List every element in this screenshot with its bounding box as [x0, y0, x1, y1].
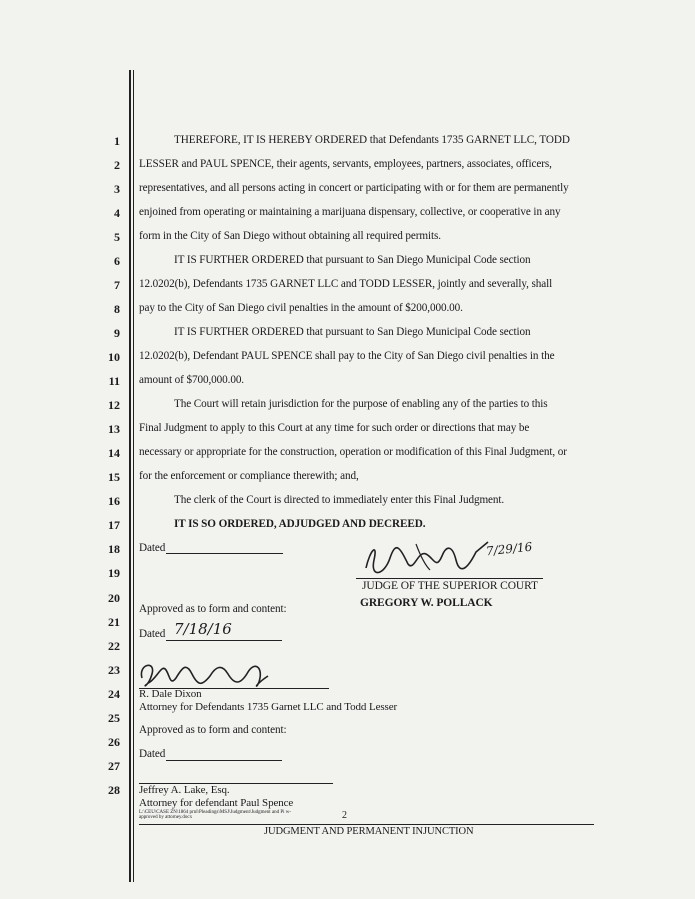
line-number: 9 [114, 326, 120, 340]
left-margin-rule-inner [133, 70, 134, 882]
line-number: 20 [108, 591, 120, 605]
line-number: 2 [114, 158, 120, 172]
line-number: 21 [108, 615, 120, 629]
body-line: amount of $700,000.00. [139, 374, 245, 386]
lake-name: Jeffrey A. Lake, Esq. [139, 784, 230, 796]
line-number: 16 [108, 494, 120, 508]
second-dated-underline [166, 760, 282, 761]
body-line: LESSER and PAUL SPENCE, their agents, servants, employees, partners, associates, officers, [139, 158, 552, 170]
line-number: 15 [108, 470, 120, 484]
footer-rule [139, 824, 594, 825]
body-line: THEREFORE, IT IS HEREBY ORDERED that Defendants 1735 GARNET LLC, TODD [174, 134, 570, 146]
line-number: 27 [108, 759, 120, 773]
judge-signature-line [356, 578, 543, 579]
second-dated-label: Dated [139, 748, 166, 760]
body-line: 12.0202(b), Defendant PAUL SPENCE shall pay to the City of San Diego civil penalties in the [139, 350, 555, 362]
file-path: L:\CEU\CASE ZN\1864 prnl\Pleadings\MSJ\Judgment\Judgment and Pi w- [139, 810, 292, 815]
body-line: The clerk of the Court is directed to immediately enter this Final Judgment. [174, 494, 505, 506]
dixon-signature [136, 656, 286, 690]
second-approved-label: Approved as to form and content: [139, 724, 287, 736]
line-number: 17 [108, 518, 120, 532]
body-line: representatives, and all persons acting in concert or participating with or for them are permanently [139, 182, 569, 194]
line-number: 10 [108, 350, 120, 364]
line-number: 5 [114, 230, 120, 244]
line-number: 18 [108, 542, 120, 556]
line-number: 28 [108, 783, 120, 797]
file-path-2: approved by attorney.docx [139, 815, 193, 820]
line-number: 12 [108, 398, 120, 412]
order-heading: IT IS SO ORDERED, ADJUDGED AND DECREED. [174, 518, 426, 530]
line-number: 22 [108, 639, 120, 653]
dixon-role: Attorney for Defendants 1735 Garnet LLC and Todd Lesser [139, 701, 398, 713]
left-margin-rule [129, 70, 131, 882]
body-line: 12.0202(b), Defendants 1735 GARNET LLC and TODD LESSER, jointly and severally, shall [139, 278, 553, 290]
judge-title: JUDGE OF THE SUPERIOR COURT [362, 580, 538, 592]
body-line: Final Judgment to apply to this Court at any time for such order or directions that may be [139, 422, 530, 434]
line-number: 7 [114, 278, 120, 292]
line-number: 25 [108, 711, 120, 725]
dated-underline-dixon [166, 640, 282, 641]
line-number: 14 [108, 446, 120, 460]
line-number: 26 [108, 735, 120, 749]
body-line: The Court will retain jurisdiction for the purpose of enabling any of the parties to this [174, 398, 548, 410]
line-number: 1 [114, 134, 120, 148]
judge-name: GREGORY W. POLLACK [360, 597, 493, 609]
line-number: 6 [114, 254, 120, 268]
lake-role: Attorney for defendant Paul Spence [139, 797, 294, 809]
body-line: enjoined from operating or maintaining a marijuana dispensary, collective, or cooperative in any [139, 206, 561, 218]
body-line: necessary or appropriate for the construction, operation or modification of this Final Judgment, or [139, 446, 567, 458]
approved-label: Approved as to form and content: [139, 603, 287, 615]
line-number: 23 [108, 663, 120, 677]
line-number: 3 [114, 182, 120, 196]
body-line: IT IS FURTHER ORDERED that pursuant to San Diego Municipal Code section [174, 326, 531, 338]
body-line: IT IS FURTHER ORDERED that pursuant to San Diego Municipal Code section [174, 254, 531, 266]
dated-underline [166, 553, 283, 554]
dixon-dated-value: 7/18/16 [174, 620, 232, 638]
body-line: pay to the City of San Diego civil penalties in the amount of $200,000.00. [139, 302, 463, 314]
line-number: 19 [108, 566, 120, 580]
line-number: 13 [108, 422, 120, 436]
line-number: 11 [108, 374, 120, 388]
body-line: for the enforcement or compliance therewith; and, [139, 470, 359, 482]
footer-title: JUDGMENT AND PERMANENT INJUNCTION [264, 826, 474, 837]
line-number: 24 [108, 687, 120, 701]
body-line: form in the City of San Diego without obtaining all required permits. [139, 230, 441, 242]
dated-label-dixon: Dated [139, 628, 166, 640]
dated-label: Dated [139, 542, 166, 554]
page-number: 2 [342, 810, 347, 821]
judge-sign-date: 7/29/16 [485, 539, 533, 559]
line-number: 8 [114, 302, 120, 316]
dixon-name: R. Dale Dixon [139, 688, 202, 700]
line-number: 4 [114, 206, 120, 220]
